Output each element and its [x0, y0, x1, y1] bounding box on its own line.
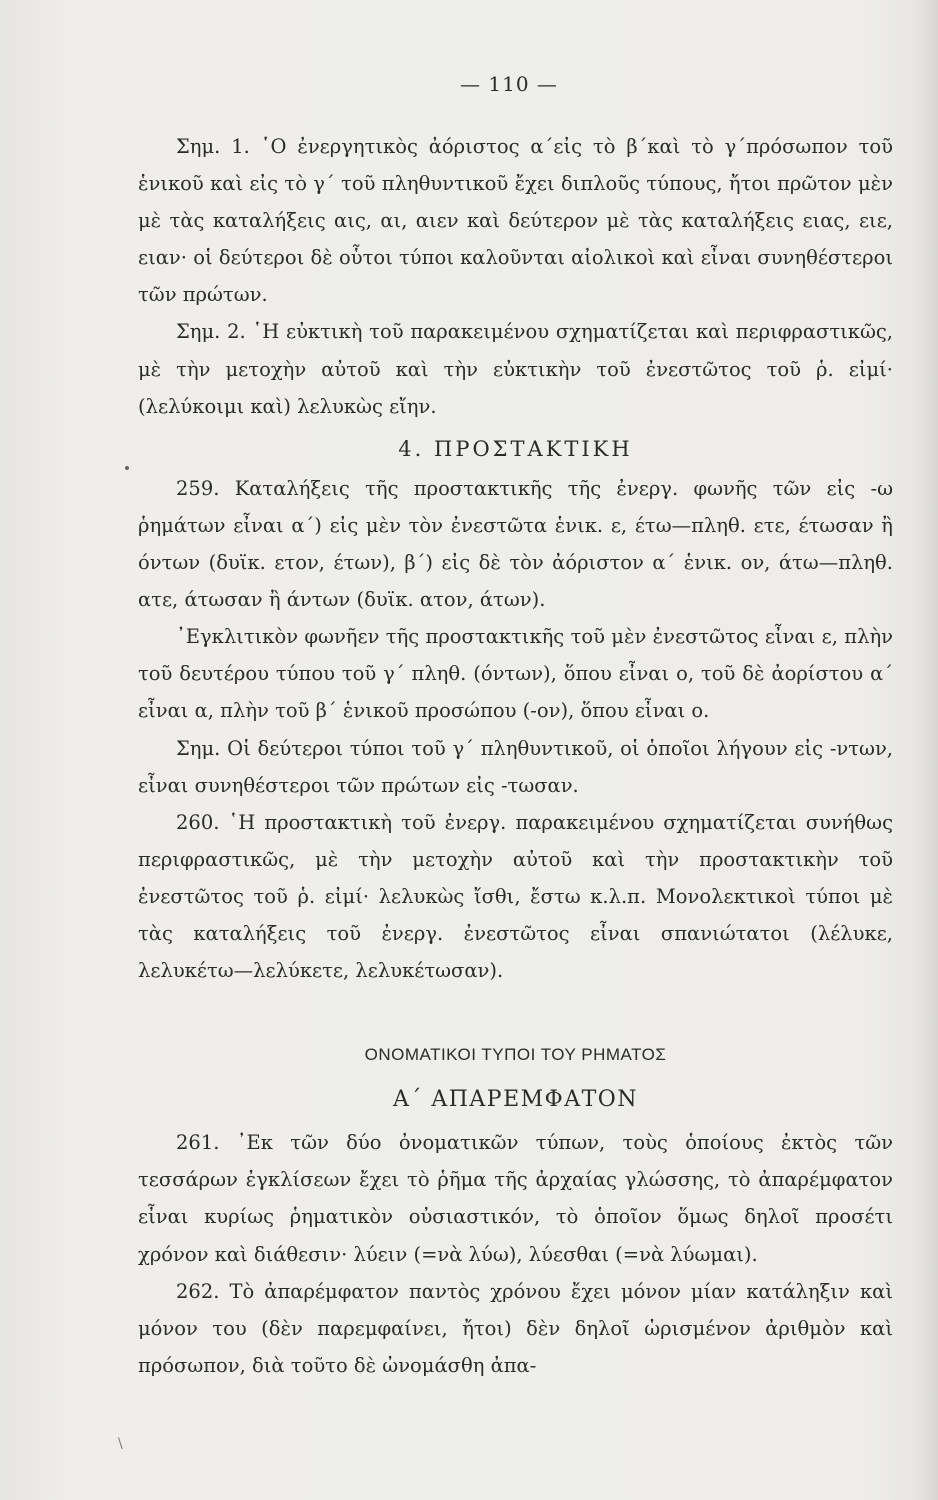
- paragraph-262: 262. Τὸ ἀπαρέμφατον παντὸς χρόνου ἔχει μόνον μίαν κατάληξιν καὶ μόνον του (δὲν παρεμφαίνει, ἤτοι) δὲν δηλοῖ ὡρισμένον ἀριθμὸν καὶ πρόσωπον, διὰ τοῦτο δὲ ὠνομάσθη ἀπα-: [138, 1279, 893, 1377]
- note-2-paragraph: Σημ. 2. ῾Η εὐκτικὴ τοῦ παρακειμένου σχηματίζεται καὶ περιφραστικῶς, μὲ τὴν μετοχὴν αὐτοῦ καὶ τὴν εὐκτικὴν τοῦ ἐνεστῶτος τοῦ ῥ. εἰμί· (λελύκοιμι καὶ) λελυκὼς εἴην.: [138, 320, 893, 418]
- paragraph-261: 261. ᾿Εκ τῶν δύο ὀνοματικῶν τύπων, τοὺς ὁποίους ἐκτὸς τῶν τεσσάρων ἐγκλίσεων ἔχει τὸ ῥῆμα τῆς ἀρχαίας γλώσσης, τὸ ἀπαρέμφατον εἶναι κυρίως ῥηματικὸν οὐσιαστικόν, τὸ ὁποῖον ὅμως δηλοῖ προσέτι χρόνον καὶ διάθεσιν· λύειν (=νὰ λύω), λύεσθαι (=νὰ λύωμαι).: [138, 1131, 893, 1266]
- paragraph-259: 259. Καταλήξεις τῆς προστακτικῆς τῆς ἐνεργ. φωνῆς τῶν εἰς -ω ῥημάτων εἶναι α΄) εἰς μὲν τὸν ἐνεστῶτα ἑνικ. ε, έτω—πληθ. ετε, έτωσαν ἢ όντων (δυϊκ. ετον, έτων), β΄) εἰς δὲ τὸν ἀόριστον α΄ ἑνικ. ον, άτω—πληθ. ατε, άτωσαν ἢ άντων (δυϊκ. ατον, άτων).: [138, 476, 893, 612]
- ink-speck: [125, 466, 129, 470]
- page-gutter-shadow: [914, 0, 938, 1500]
- paragraph-enclitic-vowel: ᾿Εγκλιτικὸν φωνῆεν τῆς προστακτικῆς τοῦ μὲν ἐνεστῶτος εἶναι ε, πλὴν τοῦ δευτέρου τύπου τοῦ γ΄ πληθ. (όντων), ὅπου εἶναι ο, τοῦ δὲ ἀορίστου α΄ εἶναι α, πλὴν τοῦ β΄ ἑνικοῦ προσώπου (-ον), ὅπου εἶναι ο.: [138, 625, 893, 723]
- paragraph-260: 260. ῾Η προστακτικὴ τοῦ ἐνεργ. παρακειμένου σχηματίζεται συνήθως περιφραστικῶς, μὲ τὴν μετοχὴν αὐτοῦ καὶ τὴν προστακτικὴν τοῦ ἐνεστῶτος τοῦ ῥ. εἰμί· λελυκὼς ἴσθι, ἔστω κ.λ.π. Μονολεκτικοὶ τύποι μὲ τὰς καταλήξεις τοῦ ἐνεργ. ἐνεστῶτος εἶναι σπανιώτατοι (λέλυκε, λελυκέτω—λελύκετε, λελυκέτωσαν).: [138, 810, 893, 983]
- chapter-heading-nominal-forms: ΟΝΟΜΑΤΙΚΟΙ ΤΥΠΟΙ ΤΟΥ ΡΗΜΑΤΟΣ: [364, 1045, 667, 1065]
- note-1-paragraph: Σημ. 1. ῾Ο ἐνεργητικὸς ἀόριστος α΄εἰς τὸ β΄καὶ τὸ γ΄πρόσωπον τοῦ ἑνικοῦ καὶ εἰς τὸ γ΄ τοῦ πληθυντικοῦ ἔχει διπλοῦς τύπους, ἤτοι πρῶτον μὲν μὲ τὰς καταλήξεις αις, αι, αιεν καὶ δεύτερον μὲ τὰς καταλήξεις ειας, ειε, ειαν· οἱ δεύτεροι δὲ οὗτοι τύποι καλοῦνται αἰολικοὶ καὶ εἶναι συνηθέστεροι τῶν πρώτων.: [138, 135, 893, 307]
- margin-mark: \: [118, 1436, 123, 1452]
- section-heading-infinitive: Α΄ ΑΠΑΡΕΜΦΑΤΟΝ: [392, 1087, 639, 1113]
- page-body: [138, 128, 893, 1384]
- note-third-plural: Σημ. Οἱ δεύτεροι τύποι τοῦ γ΄ πληθυντικοῦ, οἱ ὁποῖοι λήγουν εἰς -ντων, εἶναι συνηθέστεροι τῶν πρώτων εἰς -τωσαν.: [138, 736, 893, 797]
- section-heading-imperative: 4. ΠΡΟΣΤΑΚΤΙΚΗ: [398, 436, 633, 461]
- page-number: — 110 —: [460, 72, 558, 96]
